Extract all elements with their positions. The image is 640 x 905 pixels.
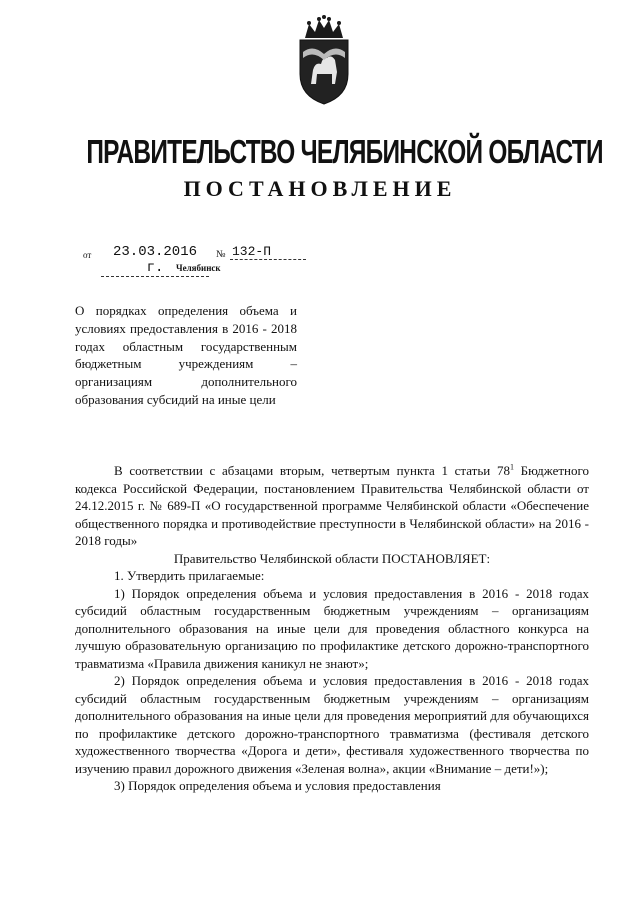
resolution-line: Правительство Челябинской области ПОСТАНОВЛЯЕТ: [173,550,491,566]
preamble-rest: Бюджетного кодекса Российской Федерации, постановлением Правительства Челябинской области от 24.12.2015 г. № 689-П «О государственной программе Челябинской области «Обеспечение общественного порядка и противодействие преступности в Челябинской области» на 2016 - 2018 годы» [75,463,590,548]
date-prefix: от [83,250,92,260]
document-type: ПОСТАНОВЛЕНИЕ [183,176,457,201]
subitem-1: 1) Порядок определения объема и условия предоставления в 2016 - 2018 годах субсидий областным государственным бюджетным учреждениям – организациям дополнительного образования на иные цели для проведения областного конкурса на лучшую образовательную организацию по профилактике детского дорожно-транспортного травматизма «Правила движения каникул не знают»; [75,585,589,671]
government-title: ПРАВИТЕЛЬСТВО ЧЕЛЯБИНСКОЙ ОБЛАСТИ [86,133,603,170]
preamble-text: В соответствии с абзацами вторым, четвертым пункта 1 статьи 78 [114,463,510,478]
city-label: Челябинск [176,263,221,273]
preamble-superscript: 1 [509,462,514,472]
item-1: 1. Утвердить прилагаемые: [114,568,265,583]
number-label: № [216,249,226,260]
document-number: 132-П [230,244,306,260]
subitem-3: 3) Порядок определения объема и условия предоставления [114,778,441,793]
document-date: 23.03.2016 г. [101,244,209,277]
document-subject: О порядках определения объема и условиях предоставления в 2016 - 2018 годах областным государственным бюджетным учреждениям – организациям дополнительного образования субсидий на иные цели [75,303,297,407]
preamble-paragraph [75,462,589,550]
document-body [75,462,589,795]
subitem-2: 2) Порядок определения объема и условия предоставления в 2016 - 2018 годах субсидий областным государственным бюджетным учреждениям – организациям дополнительного образования на иные цели для проведения мероприятий для обучающихся по профилактике детского дорожно-транспортного травматизма (фестиваля детского художественного творчества «Дорога и дети», фестиваля художественного творчества по изучению правил дорожного движения «Зеленая волна», акции «Внимание – дети!»); [75,673,589,776]
coat-of-arms-icon [293,14,355,106]
